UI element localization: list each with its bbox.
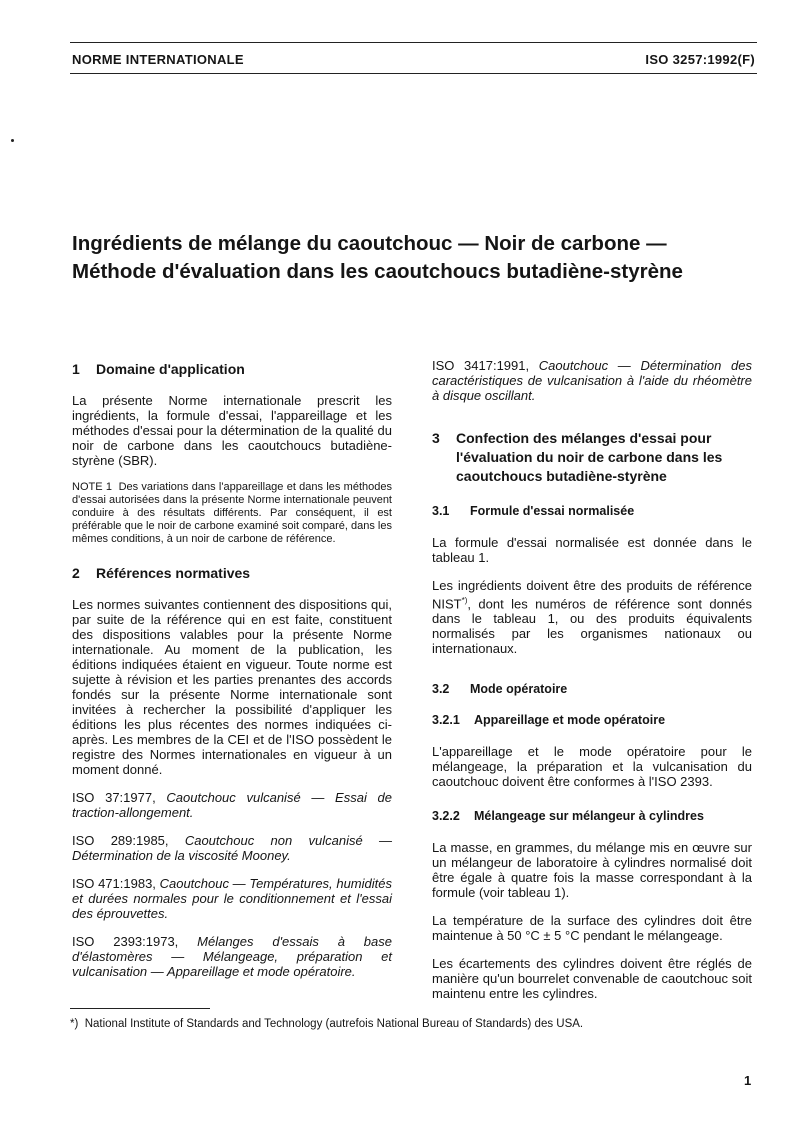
- section-number: 3: [432, 430, 440, 446]
- reference-code: ISO 2393:1973,: [72, 934, 179, 949]
- footnote-text: National Institute of Standards and Technology (autrefois National Bureau of Standards) des USA.: [84, 1018, 584, 1030]
- subsection-title: Formule d'essai normalisée: [470, 504, 635, 518]
- note-1: [72, 481, 392, 546]
- reference-title: Caoutchouc non vulcanisé — Détermination de la viscosité Mooney.: [72, 833, 392, 863]
- section-number: 1: [72, 361, 80, 377]
- subsection-3-2-heading: [432, 682, 752, 697]
- subsection-number: 3.2: [432, 682, 450, 697]
- apparatus-paragraph: L'appareillage et le mode opératoire pour le mélangeage, la préparation et la vulcanisation du caoutchouc doivent être conformes à l'ISO 2393.: [432, 744, 752, 790]
- footnote-rule: [70, 1008, 210, 1009]
- reference-code: ISO 471:1983,: [72, 876, 156, 891]
- reference-title: Mélanges d'essais à base d'élastomères — Mélangeage, préparation et vulcanisation — Appareillage et mode opératoire.: [72, 934, 392, 979]
- text-part: , dont les numéros de référence sont donnés dans le tableau 1, ou des produits équivalents normalisés par les organismes nationaux ou internationaux.: [432, 596, 752, 657]
- reference-code: ISO 289:1985,: [72, 833, 169, 848]
- mixing-paragraph-3: Les écartements des cylindres doivent être réglés de manière qu'un bourrelet convenable de caoutchouc soit maintenu entre les cylindres.: [432, 956, 752, 1002]
- formula-paragraph-1: La formule d'essai normalisée est donnée dans le tableau 1.: [432, 535, 752, 565]
- subsection-title: Appareillage et mode opératoire: [474, 713, 666, 728]
- normative-references-paragraph: Les normes suivantes contiennent des dispositions qui, par suite de la référence qui en est faite, constituent des dispositions valables pour la présente Norme internationale. Au moment de la publication, les éditions indiquées étaient en vigueur. Toute norme est sujette à révision et les parties prenantes des accords fondés sur la présente Norme internationale sont invitées à rechercher la possibilité d'appliquer les éditions les plus récentes des normes indiquées ci-après. Les membres de la CEI et de l'ISO possèdent le registre des Normes internationales en vigueur à un moment donné.: [72, 597, 392, 777]
- section-title: Confection des mélanges d'essai pour l'évaluation du noir de carbone dans les caoutchoucs butadiène-styrène: [456, 430, 723, 484]
- subsection-number: 3.2.1: [432, 713, 460, 728]
- header-top-rule: [70, 42, 757, 43]
- reference-iso-37: [72, 790, 392, 820]
- reference-iso-471: [72, 876, 392, 921]
- subsection-3-2-2-heading: [432, 809, 752, 824]
- right-column: [432, 358, 752, 1014]
- subsection-3-2-1-heading: [432, 713, 752, 728]
- reference-iso-3417: [432, 358, 752, 403]
- footnote-mark: *): [70, 1018, 79, 1030]
- header-standard-type: NORME INTERNATIONALE: [72, 52, 244, 67]
- subsection-3-1-heading: [432, 504, 752, 519]
- margin-dot: [11, 139, 14, 142]
- title-line-1: Ingrédients de mélange du caoutchouc — Noir de carbone —: [72, 232, 667, 255]
- section-title: Domaine d'application: [96, 361, 245, 377]
- reference-code: ISO 37:1977,: [72, 790, 156, 805]
- text-part: Les ingrédients doivent être des produits de référence NIST: [432, 578, 752, 612]
- footnote: [70, 1018, 757, 1030]
- reference-title: Caoutchouc — Températures, humidités et durées normales pour le conditionnement et l'essai des éprouvettes.: [72, 876, 392, 921]
- subsection-title: Mélangeage sur mélangeur à cylindres: [474, 809, 704, 824]
- page-number: 1: [744, 1073, 752, 1088]
- reference-code: ISO 3417:1991,: [432, 358, 530, 373]
- mixing-paragraph-2: La température de la surface des cylindres doit être maintenue à 50 °C ± 5 °C pendant le mélangeage.: [432, 913, 752, 944]
- title-line-2: Méthode d'évaluation dans les caoutchoucs butadiène-styrène: [72, 260, 683, 283]
- footnote-reference: *): [461, 596, 468, 605]
- note-text: Des variations dans l'appareillage et dans les méthodes d'essai autorisées dans la présente Norme internationale peuvent conduire à des résultats différents. Par conséquent, il est préférable que le noir de carbone examiné soit comparé, dans les mêmes conditions, à un noir de carbone de référence.: [72, 481, 392, 545]
- header-standard-number: ISO 3257:1992(F): [645, 52, 755, 67]
- formula-paragraph-2: [432, 578, 752, 656]
- section-title: Références normatives: [96, 565, 251, 581]
- reference-iso-2393: [72, 934, 392, 979]
- section-number: 2: [72, 565, 80, 581]
- reference-title: Caoutchouc — Détermination des caractéristiques de vulcanisation à l'aide du rhéomètre à disque oscillant.: [432, 358, 752, 403]
- subsection-title: Mode opératoire: [470, 682, 568, 697]
- subsection-number: 3.2.2: [432, 809, 460, 824]
- reference-iso-289: [72, 833, 392, 863]
- section-1-heading: [72, 360, 392, 379]
- mixing-paragraph-1: La masse, en grammes, du mélange mis en œuvre sur un mélangeur de laboratoire à cylindres normalisé doit être égale à quatre fois la masse correspondant à la formule (voir tableau 1).: [432, 840, 752, 901]
- subsection-number: 3.1: [432, 504, 450, 518]
- section-3-heading: [432, 429, 752, 486]
- reference-title: Caoutchouc vulcanisé — Essai de traction-allongement.: [72, 790, 392, 820]
- scope-paragraph: La présente Norme internationale prescrit les ingrédients, la formule d'essai, l'appareillage et les méthodes d'essai pour la détermination de la qualité du noir de carbone dans les caoutchoucs butadiène-styrène (SBR).: [72, 393, 392, 468]
- header-bottom-rule: [70, 73, 757, 74]
- left-column: [72, 360, 392, 992]
- note-label: NOTE 1: [72, 481, 112, 493]
- page-title: [72, 230, 762, 286]
- section-2-heading: [72, 564, 392, 583]
